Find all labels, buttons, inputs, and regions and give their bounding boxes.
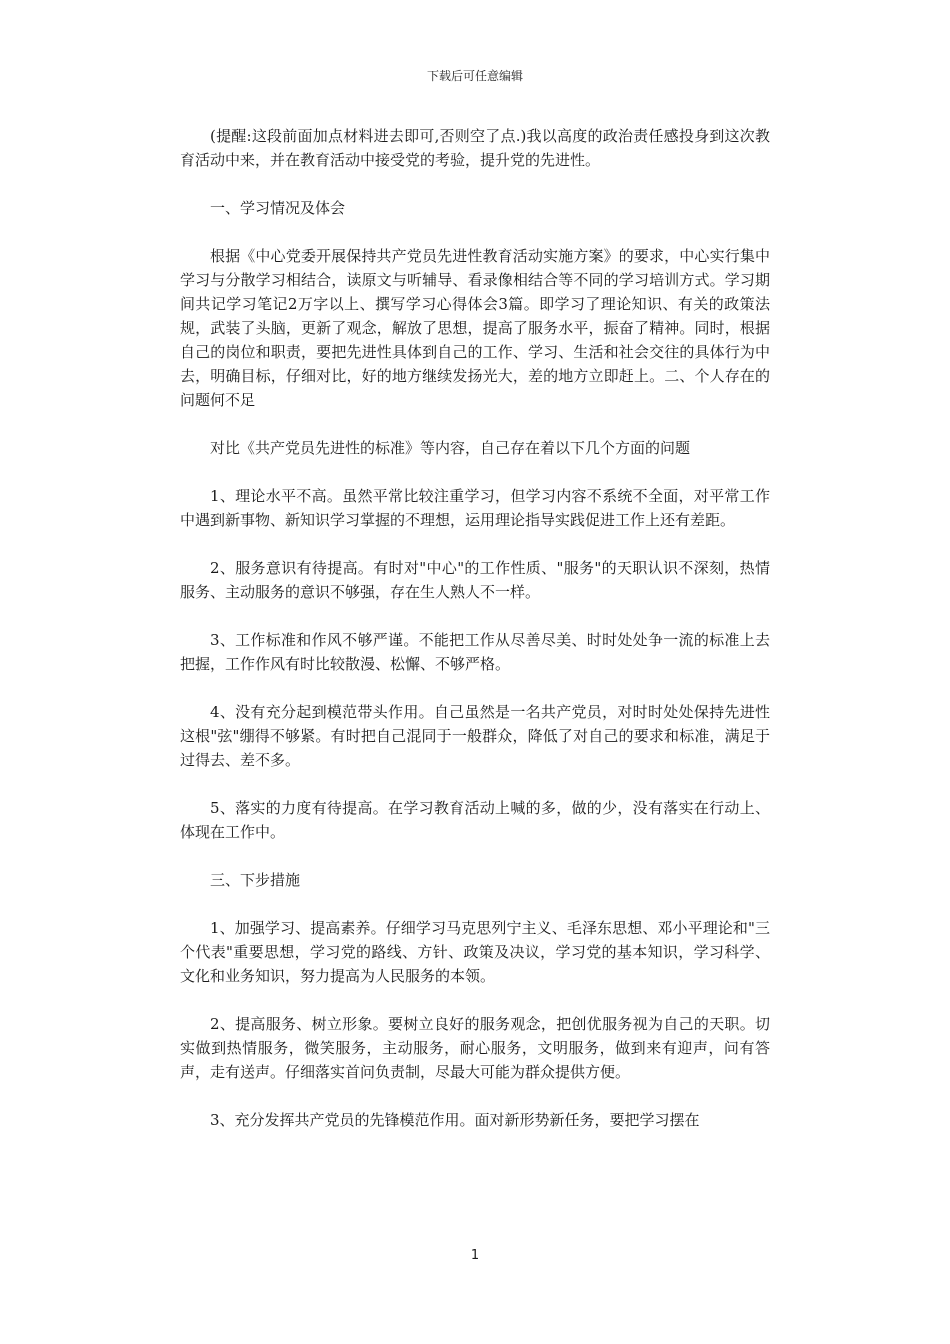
study-paragraph: 根据《中心党委开展保持共产党员先进性教育活动实施方案》的要求，中心实行集中学习与分散学习相结合，读原文与听辅导、看录像相结合等不同的学习培训方式。学习期间共记学习笔记2万字以上、撰写学习心得体会3篇。即学习了理论知识、有关的政策法规，武装了头脑，更新了观念，解放了思想，提高了服务水平，振奋了精神。同时，根据自己的岗位和职责，要把先进性具体到自己的工作、学习、生活和社会交往的具体行为中去，明确目标，仔细对比，好的地方继续发扬光大，差的地方立即赶上。二、个人存在的问题何不足 xyxy=(180,247,770,409)
problems-intro-paragraph: 对比《共产党员先进性的标准》等内容，自己存在着以下几个方面的问题 xyxy=(210,439,691,457)
problem-item-1: 1、理论水平不高。虽然平常比较注重学习，但学习内容不系统不全面，对平常工作中遇到新事物、新知识学习掌握的不理想，运用理论指导实践促进工作上还有差距。 xyxy=(180,487,770,529)
measure-item-2: 2、提高服务、树立形象。要树立良好的服务观念，把创优服务视为自己的天职。切实做到热情服务，微笑服务，主动服务，耐心服务，文明服务，做到来有迎声，问有答声，走有送声。仔细落实首问负责制，尽最大可能为群众提供方便。 xyxy=(180,1015,770,1081)
section-heading-study: 一、学习情况及体会 xyxy=(210,199,346,217)
problem-item-4: 4、没有充分起到模范带头作用。自己虽然是一名共产党员，对时时处处保持先进性这根"弦"绷得不够紧。有时把自己混同于一般群众，降低了对自己的要求和标准，满足于过得去、差不多。 xyxy=(180,703,770,769)
problem-item-3: 3、工作标准和作风不够严谨。不能把工作从尽善尽美、时时处处争一流的标准上去把握，工作作风有时比较散漫、松懈、不够严格。 xyxy=(180,631,770,673)
measure-item-3: 3、充分发挥共产党员的先锋模范作用。面对新形势新任务，要把学习摆在 xyxy=(210,1111,700,1129)
page-header: 下载后可任意编辑 xyxy=(426,69,523,83)
page-number: 1 xyxy=(470,1248,480,1263)
problem-item-2: 2、服务意识有待提高。有时对"中心"的工作性质、"服务"的天职认识不深刻，热情服务、主动服务的意识不够强，存在生人熟人不一样。 xyxy=(180,559,770,601)
problem-item-5: 5、落实的力度有待提高。在学习教育活动上喊的多，做的少，没有落实在行动上、体现在工作中。 xyxy=(180,799,770,841)
intro-paragraph: (提醒:这段前面加点材料进去即可,否则空了点.)我以高度的政治责任感投身到这次教育活动中来，并在教育活动中接受党的考验，提升党的先进性。 xyxy=(180,127,770,169)
document-body xyxy=(180,124,770,1156)
measure-item-1: 1、加强学习、提高素养。仔细学习马克思列宁主义、毛泽东思想、邓小平理论和"三个代表"重要思想，学习党的路线、方针、政策及决议，学习党的基本知识，学习科学、文化和业务知识，努力提高为人民服务的本领。 xyxy=(180,919,770,985)
section-heading-measures: 三、下步措施 xyxy=(210,871,301,889)
